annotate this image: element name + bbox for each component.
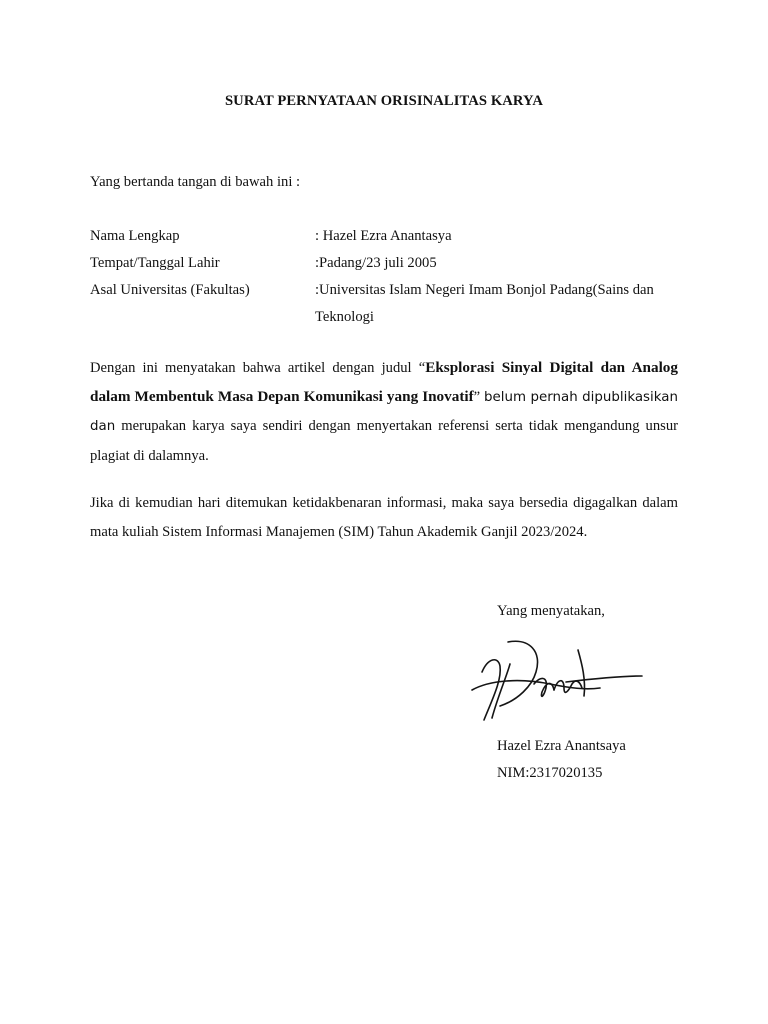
field-value-university-cont: Teknologi	[315, 309, 374, 325]
statement-paragraph	[90, 354, 678, 470]
field-label-university: Asal Universitas (Fakultas)	[90, 282, 250, 298]
paragraph-suffix: merupakan karya saya sendiri dengan menyertakan referensi serta tidak mengandung unsur plagiat di dalamnya.	[90, 418, 678, 464]
field-label-birth: Tempat/Tanggal Lahir	[90, 255, 220, 271]
signer-name: Hazel Ezra Anantsaya	[497, 738, 626, 754]
closing-text: Yang menyatakan,	[497, 603, 605, 619]
paragraph-prefix: Dengan ini menyatakan bahwa artikel dengan judul “	[90, 360, 426, 376]
field-label-name: Nama Lengkap	[90, 228, 180, 244]
intro-text: Yang bertanda tangan di bawah ini :	[90, 174, 301, 190]
signer-nim: NIM:2317020135	[497, 765, 603, 781]
article-title: Eksplorasi Sinyal Digital dan Analog dalam Membentuk Masa Depan Komunikasi yang Inovatif	[90, 359, 678, 405]
document-title: SURAT PERNYATAAN ORISINALITAS KARYA	[224, 93, 544, 109]
field-value-birth: :Padang/23 juli 2005	[315, 255, 437, 271]
close-quote: ”	[473, 388, 485, 405]
field-value-name: : Hazel Ezra Anantasya	[315, 228, 452, 244]
paragraph-mid: belum pernah dipublikasikan dan	[90, 389, 678, 434]
field-value-university: :Universitas Islam Negeri Imam Bonjol Padang(Sains dan	[315, 282, 654, 298]
consequence-paragraph: Jika di kemudian hari ditemukan ketidakbenaran informasi, maka saya bersedia digagalkan dalam mata kuliah Sistem Informasi Manajemen (SIM) Tahun Akademik Ganjil 2023/2024.	[90, 495, 678, 540]
signature-image	[470, 630, 650, 732]
